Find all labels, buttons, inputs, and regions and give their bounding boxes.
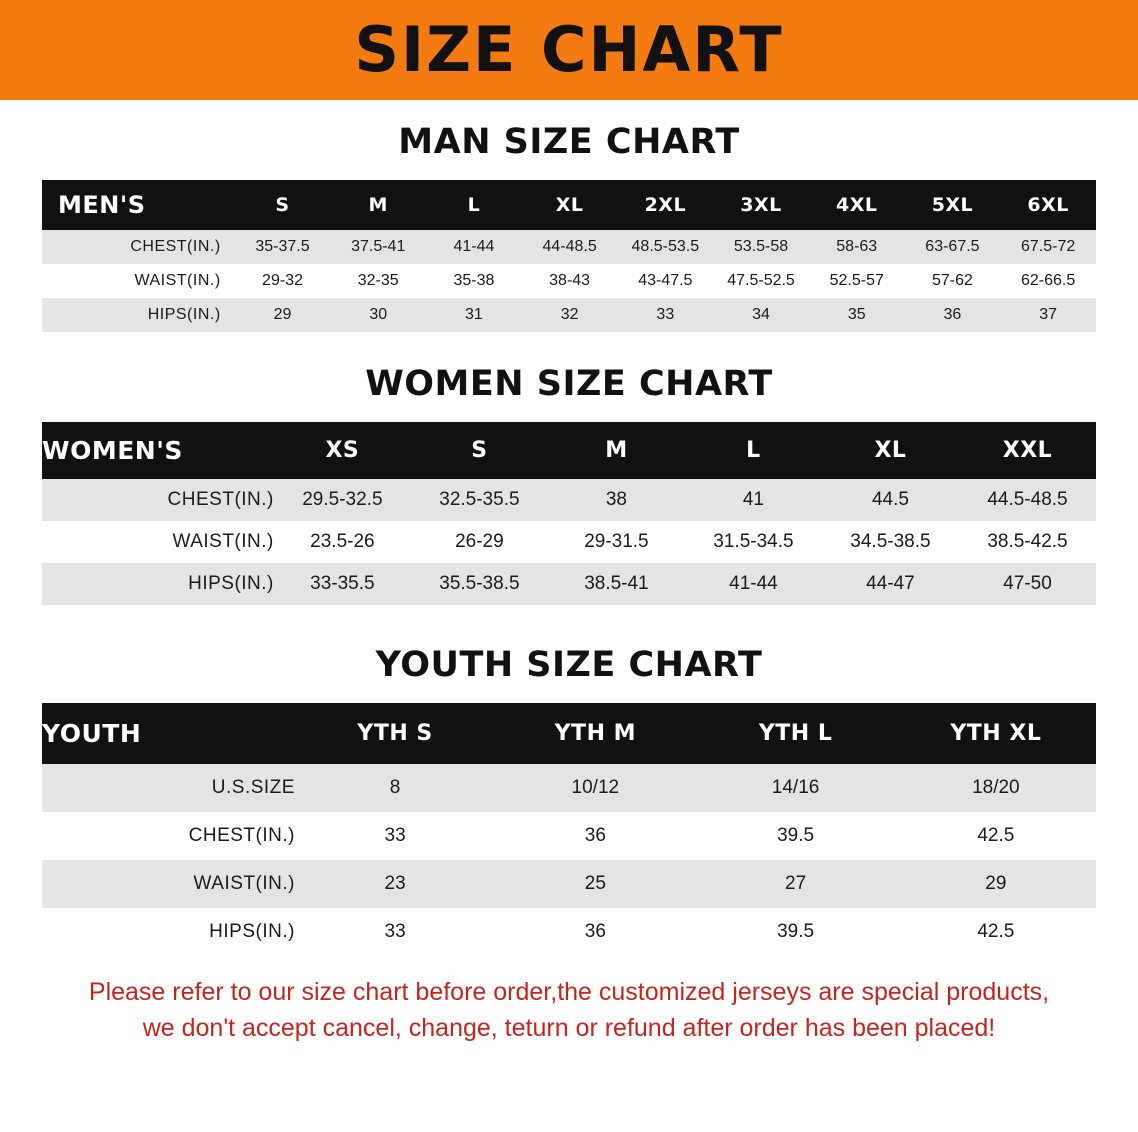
table-cell: 63-67.5	[925, 238, 980, 255]
table-cell: 33-35.5	[310, 573, 375, 594]
table-cell: 67.5-72	[1021, 238, 1076, 255]
column-header: YTH L	[758, 721, 833, 746]
table-cell: 35.5-38.5	[439, 573, 520, 594]
table-cell: 27	[785, 873, 807, 894]
man-table-head	[42, 180, 1096, 230]
women-size-table	[42, 422, 1096, 605]
table-cell: 36	[943, 306, 962, 323]
table-cell: 23	[384, 873, 406, 894]
youth-section-title: YOUTH SIZE CHART	[375, 645, 763, 685]
women-table-body	[42, 479, 1096, 605]
column-header: XS	[325, 438, 360, 463]
column-header: 2XL	[644, 194, 687, 216]
table-cell: 34.5-38.5	[850, 531, 931, 552]
table-cell: 35-37.5	[255, 238, 310, 255]
column-header: YTH XL	[950, 721, 1042, 746]
youth-size-table	[42, 703, 1096, 956]
row-label: U.S.SIZE	[211, 777, 295, 798]
row-label: WAIST(IN.)	[172, 531, 274, 552]
table-cell: 29-32	[262, 272, 303, 289]
table-cell: 38.5-42.5	[987, 531, 1068, 552]
table-cell: 29	[985, 873, 1007, 894]
column-header: MEN'S	[58, 191, 146, 219]
table-cell: 34	[752, 306, 770, 323]
column-header: YTH M	[554, 721, 637, 746]
table-cell: 41-44	[453, 238, 495, 255]
column-header: L	[467, 194, 481, 216]
table-cell: 35-38	[453, 272, 495, 289]
man-table-body	[42, 230, 1096, 332]
women-section-title: WOMEN SIZE CHART	[365, 364, 773, 404]
table-cell: 38	[605, 489, 627, 510]
column-header: XL	[874, 438, 907, 463]
column-header: S	[275, 194, 290, 216]
table-header-row	[42, 422, 1096, 479]
table-cell: 36	[584, 921, 606, 942]
table-row	[42, 908, 1096, 956]
column-header: XXL	[1002, 438, 1053, 463]
column-header: M	[368, 194, 388, 216]
footer-disclaimer	[0, 974, 1138, 1047]
table-cell: 58-63	[836, 238, 878, 255]
table-cell: 23.5-26	[310, 531, 375, 552]
table-cell: 33	[384, 921, 406, 942]
table-cell: 42.5	[977, 921, 1015, 942]
table-cell: 10/12	[571, 777, 620, 798]
table-cell: 33	[384, 825, 406, 846]
table-cell: 32-35	[357, 272, 399, 289]
table-cell: 29-31.5	[584, 531, 649, 552]
table-row	[42, 764, 1096, 812]
table-row	[42, 860, 1096, 908]
table-cell: 47.5-52.5	[727, 272, 795, 289]
table-cell: 25	[584, 873, 606, 894]
table-cell: 57-62	[931, 272, 973, 289]
table-cell: 38.5-41	[584, 573, 649, 594]
table-cell: 52.5-57	[829, 272, 884, 289]
table-cell: 36	[584, 825, 606, 846]
women-table-wrap	[0, 422, 1138, 605]
column-header: 4XL	[835, 194, 878, 216]
table-row	[42, 479, 1096, 521]
page-title: SIZE CHART	[354, 13, 784, 86]
table-row	[42, 230, 1096, 264]
row-label: CHEST(IN.)	[188, 825, 295, 846]
row-label: CHEST(IN.)	[130, 238, 221, 255]
row-label: CHEST(IN.)	[167, 489, 274, 510]
column-header: WOMEN'S	[42, 436, 183, 465]
table-cell: 18/20	[972, 777, 1020, 798]
row-label: WAIST(IN.)	[193, 873, 295, 894]
table-cell: 30	[369, 306, 388, 323]
column-header: 3XL	[740, 194, 782, 216]
youth-table-body	[42, 764, 1096, 956]
table-cell: 39.5	[777, 825, 815, 846]
table-cell: 41-44	[729, 573, 778, 594]
table-cell: 38-43	[549, 272, 591, 289]
youth-table-wrap	[0, 703, 1138, 956]
man-table-wrap	[0, 180, 1138, 332]
table-cell: 35	[847, 306, 866, 323]
table-cell: 42.5	[977, 825, 1015, 846]
table-cell: 47-50	[1003, 573, 1052, 594]
table-header-row	[42, 703, 1096, 764]
table-cell: 33	[656, 306, 675, 323]
table-cell: 41	[742, 489, 764, 510]
table-header-row	[42, 180, 1096, 230]
table-cell: 29	[273, 306, 292, 323]
column-header: 5XL	[931, 194, 974, 216]
footer-line-2: we don't accept cancel, change, teturn or refund after order has been placed!	[142, 1014, 996, 1043]
table-cell: 39.5	[777, 921, 815, 942]
table-cell: 44-48.5	[542, 238, 597, 255]
table-row	[42, 812, 1096, 860]
column-header: YTH S	[357, 721, 433, 746]
women-table-head	[42, 422, 1096, 479]
row-label: HIPS(IN.)	[188, 573, 274, 594]
table-cell: 8	[389, 777, 401, 798]
table-cell: 32	[560, 306, 579, 323]
column-header: 6XL	[1027, 194, 1069, 216]
table-cell: 26-29	[455, 531, 504, 552]
header-banner	[0, 0, 1138, 100]
column-header: YOUTH	[42, 719, 142, 748]
row-label: HIPS(IN.)	[209, 921, 295, 942]
table-cell: 29.5-32.5	[302, 489, 383, 510]
table-row	[42, 563, 1096, 605]
table-cell: 37	[1039, 306, 1058, 323]
table-row	[42, 521, 1096, 563]
row-label: WAIST(IN.)	[134, 272, 221, 289]
table-cell: 31.5-34.5	[713, 531, 794, 552]
table-cell: 31	[465, 306, 483, 323]
table-cell: 44-47	[866, 573, 915, 594]
row-label: HIPS(IN.)	[147, 306, 221, 323]
footer-line-1: Please refer to our size chart before order,the customized jerseys are special products,	[88, 978, 1050, 1006]
table-cell: 43-47.5	[638, 272, 693, 289]
table-row	[42, 264, 1096, 298]
column-header: S	[471, 438, 488, 463]
table-cell: 37.5-41	[351, 238, 406, 255]
man-section-title: MAN SIZE CHART	[398, 122, 740, 162]
table-cell: 14/16	[771, 777, 820, 798]
table-cell: 53.5-58	[733, 238, 789, 255]
column-header: M	[605, 438, 628, 463]
table-cell: 44.5	[871, 489, 909, 510]
man-size-table	[42, 180, 1096, 332]
table-cell: 48.5-53.5	[631, 238, 700, 255]
table-cell: 32.5-35.5	[439, 489, 520, 510]
column-header: L	[746, 438, 761, 463]
column-header: XL	[555, 194, 584, 216]
table-cell: 44.5-48.5	[987, 489, 1068, 510]
table-row	[42, 298, 1096, 332]
youth-table-head	[42, 703, 1096, 764]
table-cell: 62-66.5	[1021, 272, 1076, 289]
